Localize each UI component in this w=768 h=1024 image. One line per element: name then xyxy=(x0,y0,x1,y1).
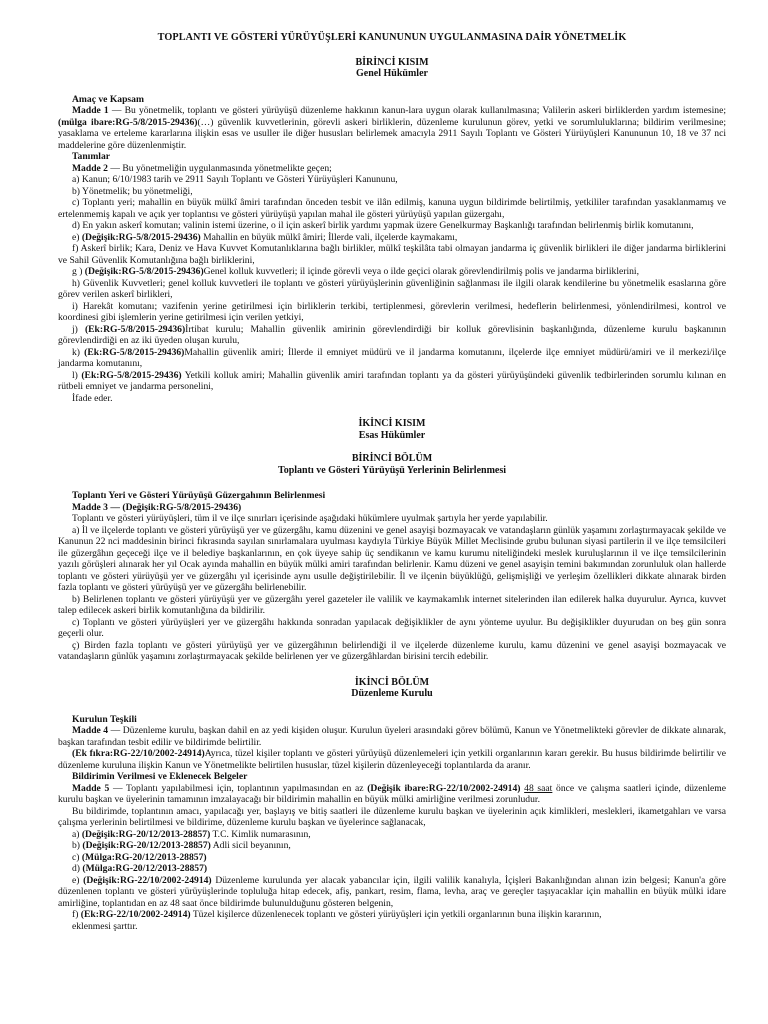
article-2-label: Madde 2 xyxy=(72,162,108,174)
underlined-term: 48 saat xyxy=(524,782,553,794)
article-4-addendum: (Ek fıkra:RG-22/10/2002-24914)Ayrıca, tüzel kişiler toplantı ve gösteri yürüyüşü düzenlemeleri için yetkili organlarının kararı gerekir. Bu husus bildirimde belirtilir ve düzenleme kuruluna ilişkin Kanun ve Yönetmelikte belirtilen hususlar, tüzel kişilerin düzenleyeceği toplantılarda da aranır. xyxy=(58,748,726,771)
article-5-p2: Bu bildirimde, toplantının amacı, yapılacağı yer, başlayış ve bitiş saatleri ile düzenleme kurulu başkan ve üyelerinin açık kimlikleri, meslekleri, ikametgahları ve varsa çalışma yerlerinin belirtilmesi ve bildirime, düzenleme kurulu başkan ve üyelerince sağlanacak, xyxy=(58,805,726,828)
definition-b: b) Yönetmelik; bu yönetmeliği, xyxy=(72,185,193,197)
chapter1-heading: BİRİNCİ BÖLÜM xyxy=(351,453,433,464)
list-item-e: e) (Değişik:RG-22/10/2002-24914) Düzenleme kurulunda yer alacak yabancılar için, ilgili valilik kanalıyla, İçişleri Bakanlığından alınan izin belgesi; Kanun'a göre düzenlenen toplantı ve gösteri yürüyüşlerinde topluluğa hitap edecek, afiş, pankart, resim, flama, levha, araç ve gereçler taşıyacaklar için mahallin en büyük mülki idare amirliğine, toplantıdan en az 48 saat önce bildirimde bulunulduğunu gösteren belgenin, xyxy=(58,874,727,909)
article-1-label: Madde 1 xyxy=(72,105,109,116)
definition-k: k) (Ek:RG-5/8/2015-29436)Mahallin güvenlik amiri; İllerde il emniyet müdürü ve il jandarma komutanını, ilçelerde ilçe emniyet müdürü/amiri ve il merkezi/ilçe jandarma komutanını, xyxy=(58,346,726,369)
list-item-a: a) (Değişik:RG-20/12/2013-28857) T.C. Kimlik numarasının, xyxy=(72,828,311,840)
definition-j: j) (Ek:RG-5/8/2015-29436)İrtibat kurulu; Mahallin güvenlik amirinin görevlendirdiği bir kolluk görevlisinin başkanlığında, düzenleme kurulu başkanının görevlendirdiği en az iki üyeden oluşan kurulu, xyxy=(58,323,727,346)
amendment-note: (Ek:RG-22/10/2002-24914) xyxy=(80,909,191,920)
definition-e: e) (Değişik:RG-5/8/2015-29436) Mahallin en büyük mülkî âmiri; İllerde vali, ilçelerde kaymakamı, xyxy=(72,231,458,243)
amendment-note: (Değişik:RG-5/8/2015-29436) xyxy=(122,501,242,513)
amendment-note: (Değişik:RG-20/12/2013-28857) xyxy=(82,840,211,851)
section-amac-kapsam: Amaç ve Kapsam xyxy=(72,93,144,105)
list-item-d: d) (Mülga:RG-20/12/2013-28857) xyxy=(72,863,208,874)
part2-heading: İKİNCİ KISIM xyxy=(358,418,426,429)
definition-g: g ) (Değişik:RG-5/8/2015-29436)Genel kolluk kuvvetleri; il içinde görevli veya o ilde geçici olarak görevlendirilmiş polis ve jandarma birliklerini, xyxy=(72,266,639,277)
definition-h: h) Güvenlik Kuvvetleri; genel kolluk kuvvetleri ile toplantı ve gösteri yürüyüşlerinin güvenliğinin sağlanması ile ilgili olarak kendilerine bu yönetmelik esaslarına göre görev verilen askerî birlikleri, xyxy=(58,277,726,300)
article-1: Madde 1 — Bu yönetmelik, toplantı ve gösteri yürüyüşü düzenleme hakkının kanun-lara uygun olarak kullanılmasına; Valilerin askeri birliklerden yardım istemesine; (mülga ibare:RG-5/8/2015-29436)(…) güvenlik kuvvetlerinin, görevli askeri birliklerin, düzenleme kurulunun görev, yetki ve sorumluluklarına; bildirim verilmesine; yasaklama ve erteleme kararlarına ilişkin esas ve usuller ile diğer hususları belirlemek amacıyla 2911 Sayılı Toplantı ve Gösteri Yürüyüşleri Kanununun 10, 18 ve 37 nci maddelerine göre düzenlenmiştir. xyxy=(58,105,726,151)
part1-heading: BİRİNCİ KISIM xyxy=(355,56,429,68)
amendment-note: (Ek:RG-5/8/2015-29436) xyxy=(81,369,182,381)
part2-subheading: Esas Hükümler xyxy=(358,429,426,441)
article-3-c: c) Toplantı ve gösteri yürüyüşleri yer ve güzergâhı hakkında sonradan yapılacak değişiklikler de aynı yönteme uyulur. Bu değişiklikler duyurudan on beş gün sonra geçerli olur. xyxy=(58,616,726,639)
amendment-note: (Mülga:RG-20/12/2013-28857) xyxy=(82,863,208,874)
list-item-f: f) (Ek:RG-22/10/2002-24914) Tüzel kişilerce düzenlenecek toplantı ve gösteri yürüyüşleri için yetkili organlarının buna ilişkin kararının, xyxy=(72,909,602,920)
section-kurulun-teskili: Kurulun Teşkili xyxy=(72,713,137,725)
definition-c: c) Toplantı yeri; mahallin en büyük mülkî âmiri tarafından önceden tesbit ve ilân edilmiş, kanuna uygun bildirimde belirtilmiş, yetkililer tarafından yasaklanmamış ve ertelenmemiş kapalı ve açık yer toplantısı ve gösteri yürüyüşü yapılan mahal ile gösteri yürüyüşü yapılan güzergahı, xyxy=(58,197,726,220)
amendment-note: (Değişik:RG-5/8/2015-29436) xyxy=(84,266,204,277)
definition-closing: İfade eder. xyxy=(72,392,113,404)
definition-l: l) (Ek:RG-5/8/2015-29436) Yetkili kolluk amiri; Mahallin güvenlik amiri tarafından toplantı ya da gösteri yürüyüşündeki güvenlik tedbirlerinden sorumlu kılınan en rütbeli emniyet ve jandarma personelini, xyxy=(58,369,726,392)
amendment-note: (Ek fıkra:RG-22/10/2002-24914) xyxy=(72,748,205,759)
article-3-a: a) İl ve ilçelerde toplantı ve gösteri yürüyüşü yer ve güzergâhı, kamu düzenini ve genel asayişi bozmayacak ve vatandaşların günlük yaşamını zorlaştırmayacak şekilde ve Kanunun 22 nci maddesinin birinci fıkrasında sayılan sınırlamalara uyulması kaydıyla Türkiye Büyük Millet Meclisinde grubu bulunan siyasi partilerin il ve ilçe temsilcileri ile güzergâhın geçeceği ilçe ve il belediye başkanlarının, en çok üyeye sahip üç sendikanın ve kamu kurumu niteliğindeki meslek kuruluşlarının il ve ilçe temsilcilerinin yazılı görüşleri alınarak her yıl Ocak ayında mahallin en büyük mülki amiri tarafından belirlenir. Kamu düzeni ve genel asayişin temini bakımından zorunluluk olan hallerde toplantı ve gösteri yürüyüşü yer ve güzergâhı yıl içerisinde aynı usulle değiştirilebilir. İl ve ilçenin büyüklüğü, gelişmişliği ve yerleşim özellikleri dikkate alınarak birden fazla toplantı ve gösteri yürüyüşü yer ve güzergâhı belirlenebilir. xyxy=(58,524,726,593)
article-4-label: Madde 4 xyxy=(72,725,109,736)
amendment-note: (Değişik ibare:RG-22/10/2002-24914) xyxy=(367,782,521,794)
document-page xyxy=(58,32,726,932)
part1-subheading: Genel Hükümler xyxy=(356,68,428,79)
chapter1-subheading: Toplantı ve Gösteri Yürüyüşü Yerlerinin Belirlenmesi xyxy=(277,464,507,476)
definition-d: d) En yakın askerî komutan; valinin istemi üzerine, o il için askerî birlik yardımı yapmak üzere Genelkurmay Başkanlığı tarafından belirlenmiş birlik komutanını, xyxy=(72,220,694,231)
amendment-note: (Ek:RG-5/8/2015-29436) xyxy=(84,323,186,335)
article-4: Madde 4 — Düzenleme kurulu, başkan dahil en az yedi kişiden oluşur. Kurulun üyeleri arasındaki görev bölümü, Kanun ve Yönetmelikteki görevler de dikkate alınarak, başkan tarafından tesbit edilir ve bildirimde belirtilir. xyxy=(58,725,726,748)
definition-a: a) Kanun; 6/10/1983 tarih ve 2911 Sayılı Toplantı ve Gösteri Yürüyüşleri Kanununu, xyxy=(72,174,398,185)
chapter2-subheading: Düzenleme Kurulu xyxy=(351,688,433,699)
article-3-label: Madde 3 xyxy=(72,501,108,513)
chapter2-heading: İKİNCİ BÖLÜM xyxy=(354,676,430,688)
amendment-note: (Değişik:RG-20/12/2013-28857) xyxy=(81,828,211,840)
article-3: Madde 3 — (Değişik:RG-5/8/2015-29436) xyxy=(72,501,242,513)
section-toplanti-yeri: Toplantı Yeri ve Gösteri Yürüyüşü Güzergahının Belirlenmesi xyxy=(72,490,326,501)
article-3-b: b) Belirlenen toplantı ve gösteri yürüyüşü yer ve güzergâhı yerel gazeteler ile valilik ve kaymakamlık internet sitelerinden ilan edilerek halka duyurulur. Ayrıca, kuvvet talep edilecek askeri birlik komutanlığına da bildirilir. xyxy=(58,593,726,616)
section-tanimlar: Tanımlar xyxy=(72,151,111,162)
article-3-intro: Toplantı ve gösteri yürüyüşleri, tüm il ve ilçe sınırları içerisinde aşağıdaki hükümlere uyulmak şartıyla her yerde yapılabilir. xyxy=(72,513,548,524)
amendment-note: (Değişik:RG-5/8/2015-29436) xyxy=(81,231,201,243)
amendment-note: (Ek:RG-5/8/2015-29436) xyxy=(84,346,185,358)
amendment-note: (Değişik:RG-22/10/2002-24914) xyxy=(83,874,212,886)
definition-i: i) Harekât komutanı; vazifenin yerine getirilmesi için birliklerin terkibi, tertiplenmesi, görevlerin verilmesi, hedeflerin belirlenmesi, yönlendirilmesi, kontrol ve koordinesi gibi işlemlerin yerine getirilmesi için verilen yetkiyi, xyxy=(58,300,726,323)
article-3-cc: ç) Birden fazla toplantı ve gösteri yürüyüşü yer ve güzergâhının belirlendiği il ve ilçelerde düzenleme kurulu, kamu düzenini ve genel asayişi bozmayacak ve vatandaşların günlük yaşamını zorlaştırmayacak şekilde belirlenen yer ve güzergâhlardan birisini tercih edebilir. xyxy=(58,639,726,662)
article-5-label: Madde 5 xyxy=(72,782,110,794)
article-5: Madde 5 — Toplantı yapılabilmesi için, toplantının yapılmasından en az (Değişik ibare:RG-22/10/2002-24914) 48 saat önce ve çalışma saatleri içinde, düzenleme kurulu başkan ve üyelerinin tamamının imzalayacağı bir bildirimin mahallin en büyük mülki amirliğine verilmesi zorunludur. xyxy=(58,782,726,805)
definition-f: f) Askerî birlik; Kara, Deniz ve Hava Kuvvet Komutanlıklarına bağlı birlikler, mülkî teşkilâta tabi olmayan jandarma iç güvenlik birlikleri ile diğer jandarma birliklerini ve Sahil Güvenlik Komutanlığına bağlı birliklerini, xyxy=(58,243,726,266)
amendment-note: (mülga ibare:RG-5/8/2015-29436) xyxy=(58,116,198,128)
article-2: Madde 2 — Bu yönetmeliğin uygulanmasında yönetmelikte geçen; xyxy=(72,162,332,174)
amendment-note: (Mülga:RG-20/12/2013-28857) xyxy=(81,851,207,863)
list-item-c: c) (Mülga:RG-20/12/2013-28857) xyxy=(72,851,207,863)
document-title: TOPLANTI VE GÖSTERİ YÜRÜYÜŞLERİ KANUNUNUN UYGULANMASINA DAİR YÖNETMELİK xyxy=(157,32,627,43)
section-bildirim: Bildirimin Verilmesi ve Eklenecek Belgeler xyxy=(72,771,248,782)
list-closing: eklenmesi şarttır. xyxy=(72,920,138,932)
list-item-b: b) (Değişik:RG-20/12/2013-28857) Adli sicil beyanının, xyxy=(72,840,291,851)
